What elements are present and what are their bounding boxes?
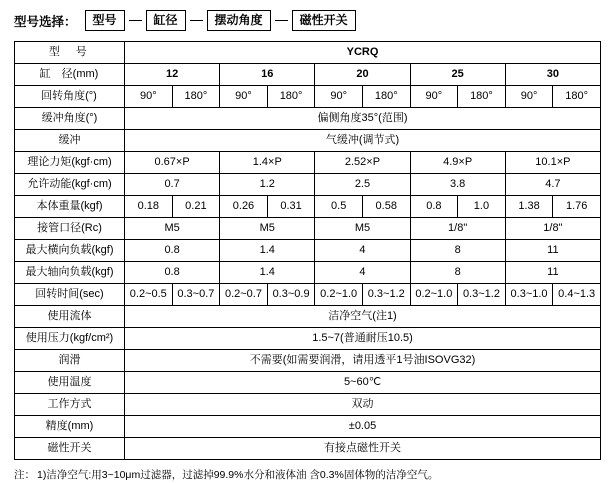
row-label-temperature: 使用温度: [15, 372, 125, 394]
table-row-bore: [15, 64, 601, 86]
cell-time-6: 0.2~1.0: [410, 284, 458, 306]
cell-time-0: 0.2~0.5: [125, 284, 173, 306]
cell-time-9: 0.4~1.3: [553, 284, 601, 306]
cell-energy-12: 0.7: [125, 174, 220, 196]
cell-lateral-12: 0.8: [125, 240, 220, 262]
selector-box-bore[interactable]: 缸径: [146, 10, 186, 31]
cell-angle-9: 180°: [553, 86, 601, 108]
table-row: [15, 262, 601, 284]
cell-bore-12: 12: [125, 64, 220, 86]
cell-angle-3: 180°: [267, 86, 315, 108]
row-label-fluid: 使用流体: [15, 306, 125, 328]
cell-weight-0: 0.18: [125, 196, 173, 218]
cell-temperature-value: 5~60℃: [125, 372, 601, 394]
cell-time-5: 0.3~1.2: [362, 284, 410, 306]
cell-angle-8: 90°: [505, 86, 553, 108]
row-label-body-weight: 本体重量(kgf): [15, 196, 125, 218]
footnote-text: 1)洁净空气:用3~10μm过滤器，过滤掉99.9%水分和液体油 含0.3%固体物的洁净空气。: [37, 469, 439, 481]
cell-bore-30: 30: [505, 64, 600, 86]
cell-weight-6: 0.8: [410, 196, 458, 218]
cell-port-12: M5: [125, 218, 220, 240]
row-label-rotation-time: 回转时间(sec): [15, 284, 125, 306]
cell-port-20: M5: [315, 218, 410, 240]
cell-angle-1: 180°: [172, 86, 220, 108]
specification-table: [14, 41, 601, 460]
row-label-cushion: 缓冲: [15, 130, 125, 152]
cell-port-25: 1/8": [410, 218, 505, 240]
cell-weight-3: 0.31: [267, 196, 315, 218]
table-row-model: [15, 42, 601, 64]
cell-lateral-30: 11: [505, 240, 600, 262]
cell-angle-7: 180°: [458, 86, 506, 108]
cell-weight-8: 1.38: [505, 196, 553, 218]
cell-cushion-value: 气缓冲(调节式): [125, 130, 601, 152]
table-row: [15, 196, 601, 218]
table-row: [15, 174, 601, 196]
table-row: [15, 350, 601, 372]
cell-weight-9: 1.76: [553, 196, 601, 218]
table-row-rotation-angle: [15, 86, 601, 108]
cell-weight-1: 0.21: [172, 196, 220, 218]
cell-lateral-25: 8: [410, 240, 505, 262]
cell-axial-30: 11: [505, 262, 600, 284]
cell-port-16: M5: [220, 218, 315, 240]
row-label-rotation-angle: 回转角度(°): [15, 86, 125, 108]
model-selector-title: 型号选择：: [14, 14, 77, 29]
cell-axial-12: 0.8: [125, 262, 220, 284]
footnote: [14, 468, 615, 483]
table-row: [15, 108, 601, 130]
table-row: [15, 240, 601, 262]
cell-energy-16: 1.2: [220, 174, 315, 196]
cell-lateral-16: 1.4: [220, 240, 315, 262]
table-row: [15, 306, 601, 328]
row-label-model-text: 型 号: [48, 45, 90, 58]
footnote-label: 注：: [14, 469, 35, 481]
table-row: [15, 438, 601, 460]
cell-angle-4: 90°: [315, 86, 363, 108]
cell-bore-20: 20: [315, 64, 410, 86]
cell-time-3: 0.3~0.9: [267, 284, 315, 306]
cell-model-value: YCRQ: [125, 42, 601, 64]
cell-pressure-value: 1.5~7(普通耐压10.5): [125, 328, 601, 350]
cell-axial-16: 1.4: [220, 262, 315, 284]
row-label-port-size: 接管口径(Rc): [15, 218, 125, 240]
cell-time-8: 0.3~1.0: [505, 284, 553, 306]
row-label-lubrication: 润滑: [15, 350, 125, 372]
cell-torque-20: 2.52×P: [315, 152, 410, 174]
cell-angle-6: 90°: [410, 86, 458, 108]
row-label-pressure: 使用压力(kgf/cm²): [15, 328, 125, 350]
selector-box-swing-angle[interactable]: 摆动角度: [207, 10, 271, 31]
table-row: [15, 372, 601, 394]
dash-icon: [275, 20, 288, 22]
cell-time-7: 0.3~1.2: [458, 284, 506, 306]
table-row: [15, 394, 601, 416]
table-row: [15, 152, 601, 174]
cell-accuracy-value: ±0.05: [125, 416, 601, 438]
selector-box-magnetic-switch[interactable]: 磁性开关: [292, 10, 356, 31]
dash-icon: [190, 20, 203, 22]
row-label-max-lateral-load: 最大横向负载(kgf): [15, 240, 125, 262]
cell-energy-30: 4.7: [505, 174, 600, 196]
cell-magnetic-switch-value: 有接点磁性开关: [125, 438, 601, 460]
row-label-accuracy: 精度(mm): [15, 416, 125, 438]
cell-angle-2: 90°: [220, 86, 268, 108]
cell-bore-25: 25: [410, 64, 505, 86]
table-row: [15, 284, 601, 306]
row-label-theoretical-torque: 理论力矩(kgf·cm): [15, 152, 125, 174]
cell-weight-7: 1.0: [458, 196, 506, 218]
row-label-model: [15, 42, 125, 64]
cell-energy-25: 3.8: [410, 174, 505, 196]
model-selector: [0, 0, 615, 37]
row-label-cushion-angle: 缓冲角度(°): [15, 108, 125, 130]
cell-weight-2: 0.26: [220, 196, 268, 218]
cell-fluid-value: 洁净空气(注1): [125, 306, 601, 328]
selector-box-model[interactable]: 型号: [85, 10, 125, 31]
cell-lateral-20: 4: [315, 240, 410, 262]
row-label-magnetic-switch: 磁性开关: [15, 438, 125, 460]
cell-weight-4: 0.5: [315, 196, 363, 218]
row-label-max-axial-load: 最大轴向负载(kgf): [15, 262, 125, 284]
cell-axial-20: 4: [315, 262, 410, 284]
cell-torque-25: 4.9×P: [410, 152, 505, 174]
cell-angle-0: 90°: [125, 86, 173, 108]
cell-weight-5: 0.58: [362, 196, 410, 218]
table-row: [15, 130, 601, 152]
cell-time-1: 0.3~0.7: [172, 284, 220, 306]
cell-torque-30: 10.1×P: [505, 152, 600, 174]
cell-angle-5: 180°: [362, 86, 410, 108]
dash-icon: [129, 20, 142, 22]
cell-axial-25: 8: [410, 262, 505, 284]
table-row: [15, 218, 601, 240]
cell-torque-16: 1.4×P: [220, 152, 315, 174]
cell-energy-20: 2.5: [315, 174, 410, 196]
cell-torque-12: 0.67×P: [125, 152, 220, 174]
table-row: [15, 416, 601, 438]
cell-cushion-angle-value: 偏侧角度35°(范围): [125, 108, 601, 130]
row-label-bore: 缸 径(mm): [15, 64, 125, 86]
cell-operation-type-value: 双动: [125, 394, 601, 416]
row-label-operation-type: 工作方式: [15, 394, 125, 416]
table-row: [15, 328, 601, 350]
cell-bore-16: 16: [220, 64, 315, 86]
row-label-allowable-energy: 允许动能(kgf·cm): [15, 174, 125, 196]
cell-port-30: 1/8": [505, 218, 600, 240]
cell-lubrication-value: 不需要(如需要润滑，请用透平1号油ISOVG32): [125, 350, 601, 372]
cell-time-2: 0.2~0.7: [220, 284, 268, 306]
cell-time-4: 0.2~1.0: [315, 284, 363, 306]
